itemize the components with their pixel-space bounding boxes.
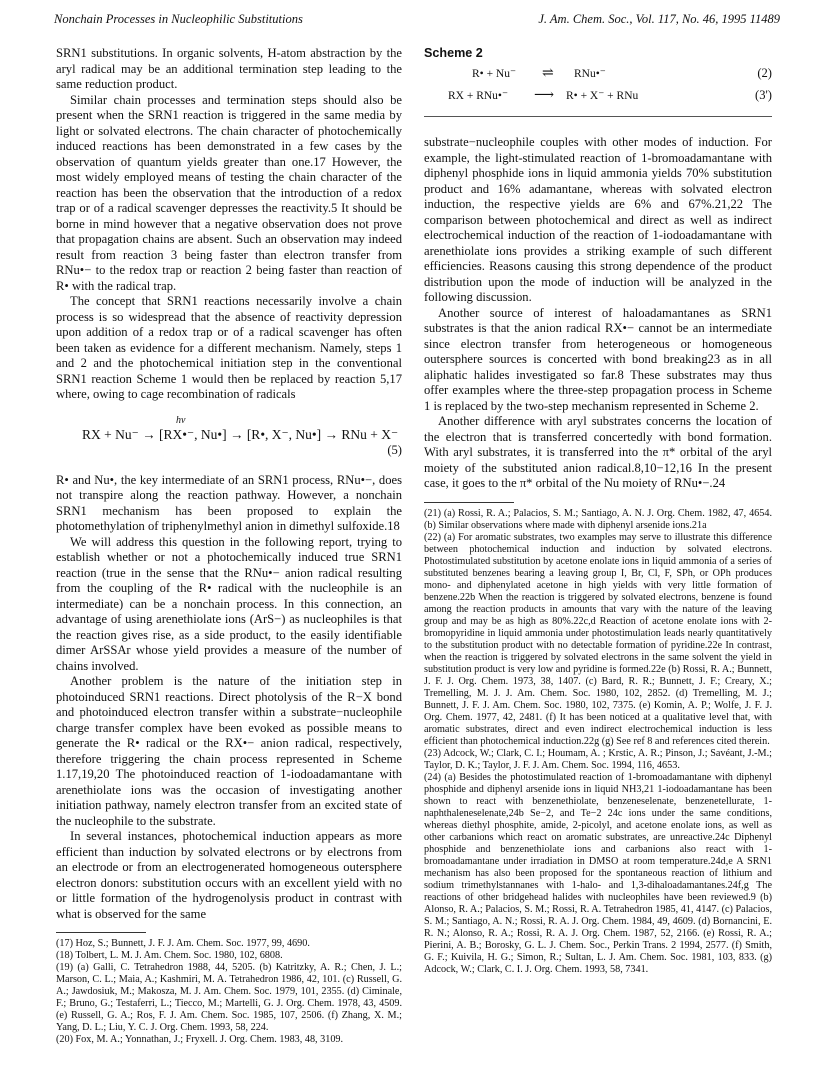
- footnote: (20) Fox, M. A.; Yonnathan, J.; Fryxell. J. Org. Chem. 1983, 48, 3109.: [56, 1034, 344, 1045]
- scheme-products: R• + X⁻ + RNu: [566, 90, 639, 102]
- left-column: [56, 46, 402, 1046]
- reaction-arrow: ⟶: [534, 88, 555, 103]
- footnote: (22) (a) For aromatic substrates, two examples may serve to illustrate this difference between photochemical induction and induction by solvated electrons. Photostimulated substitution by acetone enolate ions in liquid ammonia of a series of substituted benzenes bearing a leaving group I, Br, Cl, F, SPh, or OPh produces mono- and diphenylated acetone in high yields with very little formation of benzene.22b When the reaction is triggered by solvated electrons, benzene is found among the reaction products in amounts that vary with the nature of the leaving group and may be as high as 80%.22c,d Reaction of acetone enolate ions with 2-bromopyridine in liquid ammonia under photostimulation leads nearly quantitatively to the substitution product with no detectable formation of pyridine.22e In contrast, when the reaction is triggered by solvated electrons in the same solvent the yield in substitution product is very low and pyridine is formed.22e (b) Rossi, R. A.; Bunnett, J. F. J. Org. Chem. 1973, 38, 1407. (c) Bard, R. R.; Bunnett, J. F.; Creary, X.; Tremelling, M. J. J. Am. Chem. Soc. 1980, 102, 2852. (d) Tremelling, M. J.; Bunnett, J. F. J. Am. Chem. Soc. 1980, 102, 7375. (e) Komin, A. P.; Wolfe, J. F. J. Org. Chem. 1977, 42, 2481. (f) It has been noticed at a qualitative level that, with aromatic substrates, direct and even indirect electrochemical induction is less efficient than photochemical induction.22g (g) See ref 8 and references cited therein.: [424, 531, 772, 747]
- equation-expression: RX + Nu⁻ → [RX•⁻, Nu•] → [R•, X⁻, Nu•] → RNu + X⁻: [82, 426, 399, 442]
- footnote-divider: [424, 502, 514, 503]
- scheme-reactants: RX + RNu•⁻: [448, 90, 509, 102]
- scheme-products: RNu•⁻: [574, 68, 606, 80]
- scheme-divider: [424, 116, 772, 117]
- running-header: [54, 12, 780, 30]
- paragraph: substrate−nucleophile couples with other modes of induction. For example, the light-stimulated reaction of 1-bromoadamantane with diphenyl phosphide ions in liquid ammonia yields 70% substitution product and 16% adamantane, whereas with solvated electron induction, the respective yields are 6% and 67%.21,22 The comparison between photochemical and direct as well as indirect electrochemical induction of the reaction of 1-iodoadamantane with arenethiolate ions provides a striking example of such different efficiencies. Reasons causing this strong dependence of the product distribution upon the mode of induction will be analyzed in the following discussion.: [424, 135, 772, 304]
- scheme-row: [424, 64, 772, 86]
- footnote: (18) Tolbert, L. M. J. Am. Chem. Soc. 1980, 102, 6808.: [56, 950, 283, 961]
- paragraph: R• and Nu•, the key intermediate of an SRN1 process, RNu•−, does not transpire along the reaction pathway. However, a nonchain SRN1 mechanism has been proposed to explain the photomethylation of triphenylmethyl anion in dimethyl sulfoxide.18: [56, 472, 402, 533]
- running-title: Nonchain Processes in Nucleophilic Substitutions: [54, 12, 303, 26]
- footnote: (21) (a) Rossi, R. A.; Palacios, S. M.; Santiago, A. N. J. Org. Chem. 1982, 47, 4654. (b) Similar observations where made with diphenyl arsenide ions.21a: [424, 507, 772, 531]
- equilibrium-arrow: ⇌: [542, 66, 554, 81]
- equation-5: [56, 411, 402, 469]
- paragraph: Another problem is the nature of the initiation step in photoinduced SRN1 reactions. Direct photolysis of the R−X bond and photoinduced electron transfer within a substrate−nucleophile charge transfer complex have been evoked as possible means to generate the R• radical or the RX•− anion radical, respectively, therefore triggering the chain process represented in Scheme 1.17,19,20 The photoinduced reaction of 1-iodoadamantane with arenethiolate ions was the occasion of investigating another initiation pathway, namely electron transfer from an excited state of the nucleophile to the substrate.: [56, 674, 402, 828]
- paragraph: Another source of interest of haloadamantanes as SRN1 substrates is that the anion radical RX•− cannot be an intermediate since electron transfer from heterogeneous or homogeneous outersphere sources is concerted with bond breaking23 as in all aliphatic halides investigated so far.8 These substrates may thus offer examples where the three-step propagation process in Scheme 1 is replaced by the two-step mechanism represented in Scheme 2.: [424, 305, 772, 413]
- footnote: (24) (a) Besides the photostimulated reaction of 1-bromoadamantane with diphenyl phosphide and diphenyl arsenide ions in liquid NH3,21 1-iodoadamantane has been shown to react with benzenethiolate, benzeneselenate, benzenetellurate, 1-naphthaleneselenate,24b Se−2, and Te−2 24c ions under the same conditions, whereas diethyl phosphite, amide, 2-picolyl, and acetone enolate ions, as well as other carbanions which react on aromatic substrates, are unreactive.24c Diphenyl phosphide and benzenethiolate ions and carbanions also react with 1-bromoadamantane under irradiation in DMSO at room temperature.24d,e A SRN1 mechanism has also been proposed for the spontaneous reaction of lithium and sodium trimethylstannanes with 1-halo- and 1,3-dihaloadamantanes.24f,g The reactions of other bridgehead halides with nucleophiles have been reviewed.9 (b) Alonso, R. A.; Palacios, S. M.; Rossi, R. A. Tetrahedron 1985, 41, 4147. (c) Palacios, S. M.; Santiago, A. N.; Rossi, R. A. J. Org. Chem. 1984, 49, 4609. (d) Bornancini, E. R. N.; Alonso, R. A.; Rossi, R. A. J. Org. Chem. 1987, 52, 2166. (e) Rossi, R. A.; Pierini, A. B.; Borosky, G. L. J. Chem. Soc., Perkin Trans. 2 1994, 2577. (f) Smith, G. F.; Kuivila, H. G.; Simon, R.; Sultan, L. J. Am. Chem. Soc. 1981, 103, 833. (g) Adcock, W.; Clark, C. I. J. Org. Chem. 1993, 58, 7341.: [424, 771, 772, 975]
- right-column: [424, 46, 772, 976]
- scheme-title: Scheme 2: [424, 46, 483, 60]
- paragraph: SRN1 substitutions. In organic solvents, H-atom abstraction by the aryl radical may be an additional termination step leading to the same reduction product.: [56, 46, 402, 91]
- equation-over-arrow: hν: [176, 414, 186, 426]
- footnote: (19) (a) Galli, C. Tetrahedron 1988, 44, 5205. (b) Katritzky, A. R.; Chen, J. L.; Marson, C. L.; Maia, A.; Kashmiri, M. A. Tetrahedron 1986, 42, 101. (c) Russell, G. A.; Jawdosiuk, M.; Makosza, M. J. Am. Chem. Soc. 1979, 101, 2355. (d) Ciminale, F.; Bruno, G.; Testaferri, L.; Tiecco, M.; Martelli, G. J. Org. Chem. 1978, 43, 4509. (e) Russell, G. A.; Ros, F. J. Am. Chem. Soc. 1985, 107, 2506. (f) Zhang, X. M.; Yang, D. L.; Liu, Y. C. J. Org. Chem. 1993, 58, 224.: [56, 962, 402, 1033]
- paragraph: Another difference with aryl substrates concerns the location of the electron that is transferred concertedly with bond formation. With aryl substrates, it is transferred into the π* orbital of the aryl moiety of the substituted anion radical.8,10−12,16 In the present case, it goes to the π* orbital of the Nu moiety of RNu•−.24: [424, 414, 772, 490]
- scheme-row: [424, 86, 772, 108]
- footnote-divider: [56, 932, 146, 933]
- scheme-number: (3'): [755, 88, 772, 102]
- paragraph: In several instances, photochemical induction appears as more efficient than induction by solvated electrons or by electrons from an electrode or from an electrogenerated homogeneous outersphere electron donors: substitution occurs with an excellent yield with no or little formation of the hydrogenolysis product in contrast with what is observed for the same: [56, 829, 402, 921]
- scheme-reactants: R• + Nu⁻: [472, 68, 517, 80]
- footnote: (23) Adcock, W.; Clark, C. I.; Houmam, A. ; Krstic, A. R.; Pinson, J.; Savéant, J.-M.; Taylor, D. K.; Taylor, J. F. J. Am. Chem. Soc. 1994, 116, 4653.: [424, 747, 772, 771]
- scheme-number: (2): [757, 66, 772, 80]
- paragraph: Similar chain processes and termination steps should also be present when the SRN1 reaction is triggered in the same media by light or solvated electrons. The chain character of photochemically induced reactions has been demonstrated in a few cases by the observation of quantum yields greater than one.17 However, the most widely employed means of testing the chain character of the reaction has been the observation that the introduction of a redox trap or of a radical scavenger depresses the reactivity.5 It should be borne in mind however that a negative observation does not prove that propagation chains are absent. Such an observation may indeed result from reaction 3 being faster than electron transfer from RNu•− to the redox trap or reaction 2 being faster than reaction of R• with the radical trap.: [56, 92, 402, 293]
- footnote: (17) Hoz, S.; Bunnett, J. F. J. Am. Chem. Soc. 1977, 99, 4690.: [56, 938, 310, 949]
- equation-number: (5): [387, 442, 402, 457]
- paragraph: The concept that SRN1 reactions necessarily involve a chain process is so widespread that the absence of reactivity depression upon addition of a redox trap or of a radical scavenger has often been taken as evidence for a different mechanism. Namely, steps 1 and 2 and the photochemical initiation step in the conventional SRN1 reaction Scheme 1 would then be replaced by reaction 5,17 where, owing to cage recombination of radicals: [56, 294, 402, 401]
- paragraph: We will address this question in the following report, trying to establish whether or not a photochemically induced true SRN1 reaction (true in the sense that the RNu•− anion radical resulting from the coupling of the R• radical with the nucleophile is an intermediate) can be a nonchain process. In this connection, an advantage of using arenethiolate ions (ArS−) as nucleophiles is that the reaction gives rise, as a side product, to the easily identifiable dimer ArSSAr whose yield provides a measure of the number of chains involved.: [56, 534, 402, 673]
- journal-citation: J. Am. Chem. Soc., Vol. 117, No. 46, 1995 11489: [538, 12, 780, 26]
